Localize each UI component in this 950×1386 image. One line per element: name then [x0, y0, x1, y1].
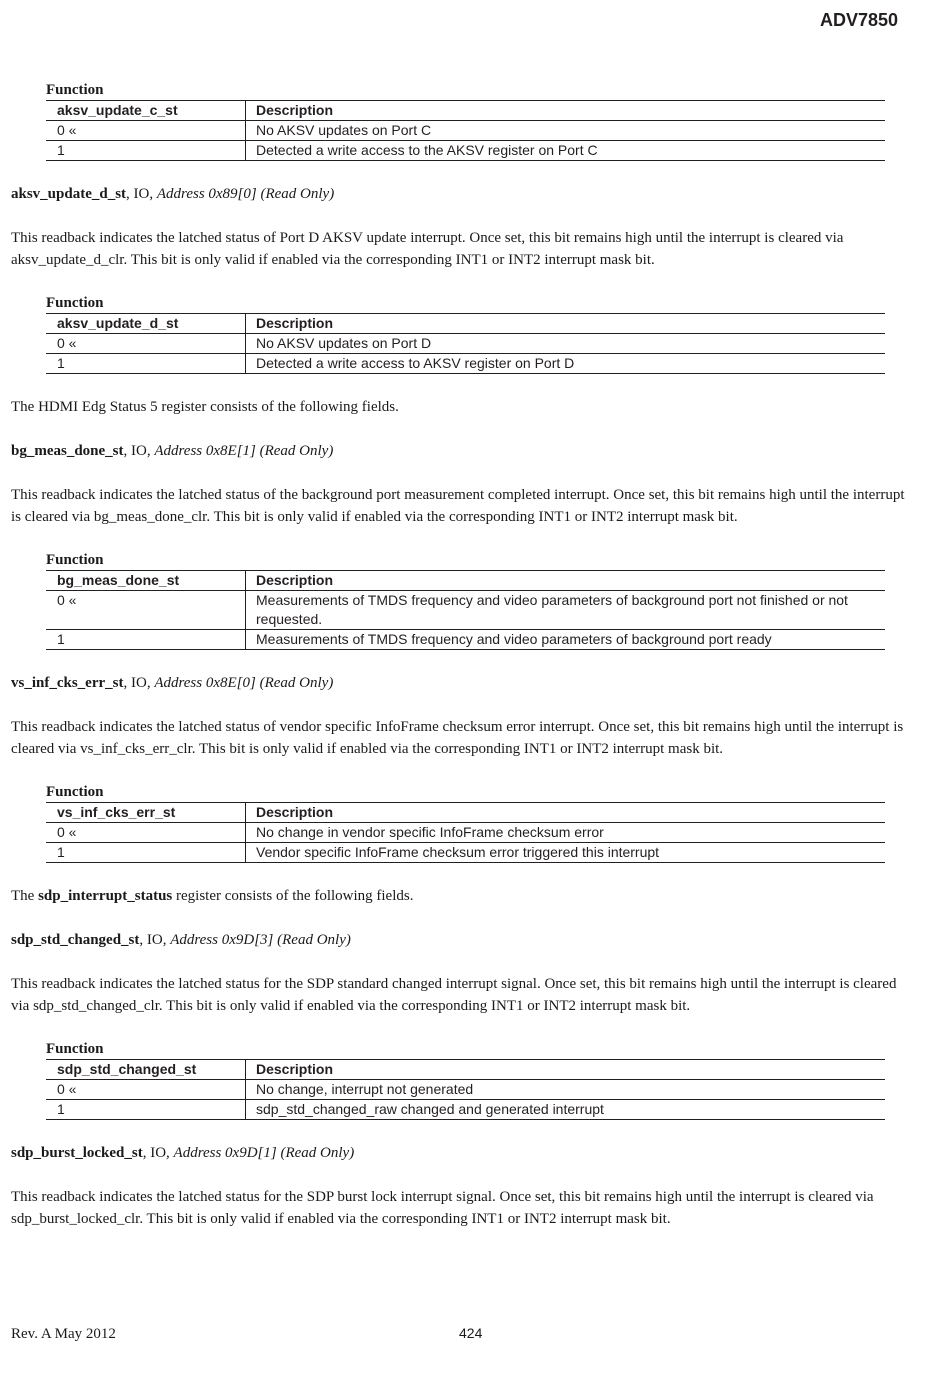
- register-address: Address 0x8E[1] (Read Only): [154, 443, 334, 459]
- column-header-field: aksv_update_d_st: [46, 314, 246, 334]
- table-row: [46, 1100, 885, 1120]
- register-heading-bg-meas: [11, 440, 911, 462]
- function-table-aksv-c: [46, 80, 885, 161]
- function-table-sdp-std: [46, 1039, 885, 1120]
- table-row: [46, 843, 885, 863]
- table-caption: Function: [46, 784, 104, 800]
- table-row: [46, 141, 885, 161]
- register-address: Address 0x9D[1] (Read Only): [173, 1145, 355, 1161]
- row-description: Vendor specific InfoFrame checksum error triggered this interrupt: [246, 843, 886, 863]
- revision-footer: Rev. A May 2012: [11, 1326, 116, 1342]
- row-description: No change, interrupt not generated: [246, 1080, 886, 1100]
- page-content: [11, 80, 911, 1230]
- register-type: , IO,: [142, 1145, 174, 1161]
- table-row: [46, 591, 885, 630]
- table-header-row: [46, 1060, 885, 1080]
- register-type: , IO,: [123, 675, 155, 691]
- row-value: 0 «: [46, 121, 246, 141]
- row-value: 1: [46, 843, 246, 863]
- table-header-row: [46, 314, 885, 334]
- column-header-description: Description: [246, 101, 886, 121]
- page-number: 424: [459, 1325, 483, 1341]
- column-header-field: bg_meas_done_st: [46, 571, 246, 591]
- intro-text: register consists of the following fields.: [172, 888, 414, 904]
- register-name: aksv_update_d_st: [11, 186, 127, 202]
- column-header-field: sdp_std_changed_st: [46, 1060, 246, 1080]
- table-row: [46, 354, 885, 374]
- table-row: [46, 1080, 885, 1100]
- register-type: , IO,: [126, 186, 157, 202]
- row-value: 0 «: [46, 591, 246, 630]
- register-name: sdp_std_changed_st: [11, 932, 140, 948]
- function-table-bg-meas: [46, 550, 885, 650]
- table-header-row: [46, 571, 885, 591]
- column-header-description: Description: [246, 803, 886, 823]
- register-address: Address 0x8E[0] (Read Only): [154, 675, 334, 691]
- row-description: sdp_std_changed_raw changed and generated interrupt: [246, 1100, 886, 1120]
- register-description: This readback indicates the latched status of vendor specific InfoFrame checksum error interrupt. Once set, this bit remains high until the interrupt is cleared via vs_inf_cks_err_clr. This bit is only valid if enabled via the corresponding INT1 or INT2 interrupt mask bit.: [11, 719, 904, 757]
- table-caption: Function: [46, 1041, 104, 1057]
- row-value: 1: [46, 630, 246, 650]
- table-caption: Function: [46, 552, 104, 568]
- table-header-row: [46, 101, 885, 121]
- register-name: sdp_burst_locked_st: [11, 1145, 143, 1161]
- register-heading-sdp-burst: [11, 1142, 911, 1164]
- register-description: This readback indicates the latched status for the SDP burst lock interrupt signal. Once set, this bit remains high until the interrupt is cleared via sdp_burst_locked_clr. This bit is only valid if enabled via the corresponding INT1 or INT2 interrupt mask bit.: [11, 1189, 874, 1227]
- table-header-row: [46, 803, 885, 823]
- table-row: [46, 121, 885, 141]
- register-table: [46, 802, 885, 863]
- register-table: [46, 313, 885, 374]
- row-value: 1: [46, 354, 246, 374]
- table-caption: Function: [46, 295, 104, 311]
- column-header-field: vs_inf_cks_err_st: [46, 803, 246, 823]
- section-intro: [11, 885, 911, 907]
- register-table: [46, 1059, 885, 1120]
- row-value: 0 «: [46, 1080, 246, 1100]
- row-description: Detected a write access to the AKSV register on Port C: [246, 141, 886, 161]
- row-description: No change in vendor specific InfoFrame checksum error: [246, 823, 886, 843]
- row-description: No AKSV updates on Port D: [246, 334, 886, 354]
- column-header-description: Description: [246, 314, 886, 334]
- row-value: 0 «: [46, 823, 246, 843]
- register-name: vs_inf_cks_err_st: [11, 675, 124, 691]
- table-row: [46, 823, 885, 843]
- register-type: , IO,: [139, 932, 171, 948]
- table-caption: Function: [46, 82, 104, 98]
- row-value: 1: [46, 141, 246, 161]
- register-heading-vs-inf: [11, 672, 911, 694]
- register-type: , IO,: [123, 443, 155, 459]
- row-value: 1: [46, 1100, 246, 1120]
- row-description: Detected a write access to AKSV register on Port D: [246, 354, 886, 374]
- register-heading-sdp-std: [11, 929, 911, 951]
- register-address: Address 0x89[0] (Read Only): [156, 186, 335, 202]
- register-description: This readback indicates the latched status for the SDP standard changed interrupt signal. Once set, this bit remains high until the interrupt is cleared via sdp_std_changed_clr. This bit is only valid if enabled via the corresponding INT1 or INT2 interrupt mask bit.: [11, 976, 897, 1014]
- row-description: Measurements of TMDS frequency and video parameters of background port ready: [246, 630, 886, 650]
- product-header: ADV7850: [819, 10, 898, 30]
- table-row: [46, 630, 885, 650]
- register-table: [46, 570, 885, 650]
- section-intro: The HDMI Edg Status 5 register consists of the following fields.: [11, 399, 399, 415]
- register-heading-aksv-d: [11, 183, 911, 205]
- table-row: [46, 334, 885, 354]
- register-table: [46, 100, 885, 161]
- register-description: This readback indicates the latched status of Port D AKSV update interrupt. Once set, this bit remains high until the interrupt is cleared via aksv_update_d_clr. This bit is only valid if enabled via the corresponding INT1 or INT2 interrupt mask bit.: [11, 230, 844, 268]
- register-group-name: sdp_interrupt_status: [38, 888, 173, 904]
- row-description: Measurements of TMDS frequency and video parameters of background port not finished or not requested.: [246, 591, 886, 630]
- register-address: Address 0x9D[3] (Read Only): [170, 932, 351, 948]
- row-description: No AKSV updates on Port C: [246, 121, 886, 141]
- function-table-aksv-d: [46, 293, 885, 374]
- column-header-description: Description: [246, 571, 886, 591]
- intro-text: The: [11, 888, 39, 904]
- register-name: bg_meas_done_st: [11, 443, 124, 459]
- function-table-vs-inf: [46, 782, 885, 863]
- register-description: This readback indicates the latched status of the background port measurement completed interrupt. Once set, this bit remains high until the interrupt is cleared via bg_meas_done_clr. This bit is only valid if enabled via the corresponding INT1 or INT2 interrupt mask bit.: [11, 487, 905, 525]
- column-header-description: Description: [246, 1060, 886, 1080]
- column-header-field: aksv_update_c_st: [46, 101, 246, 121]
- row-value: 0 «: [46, 334, 246, 354]
